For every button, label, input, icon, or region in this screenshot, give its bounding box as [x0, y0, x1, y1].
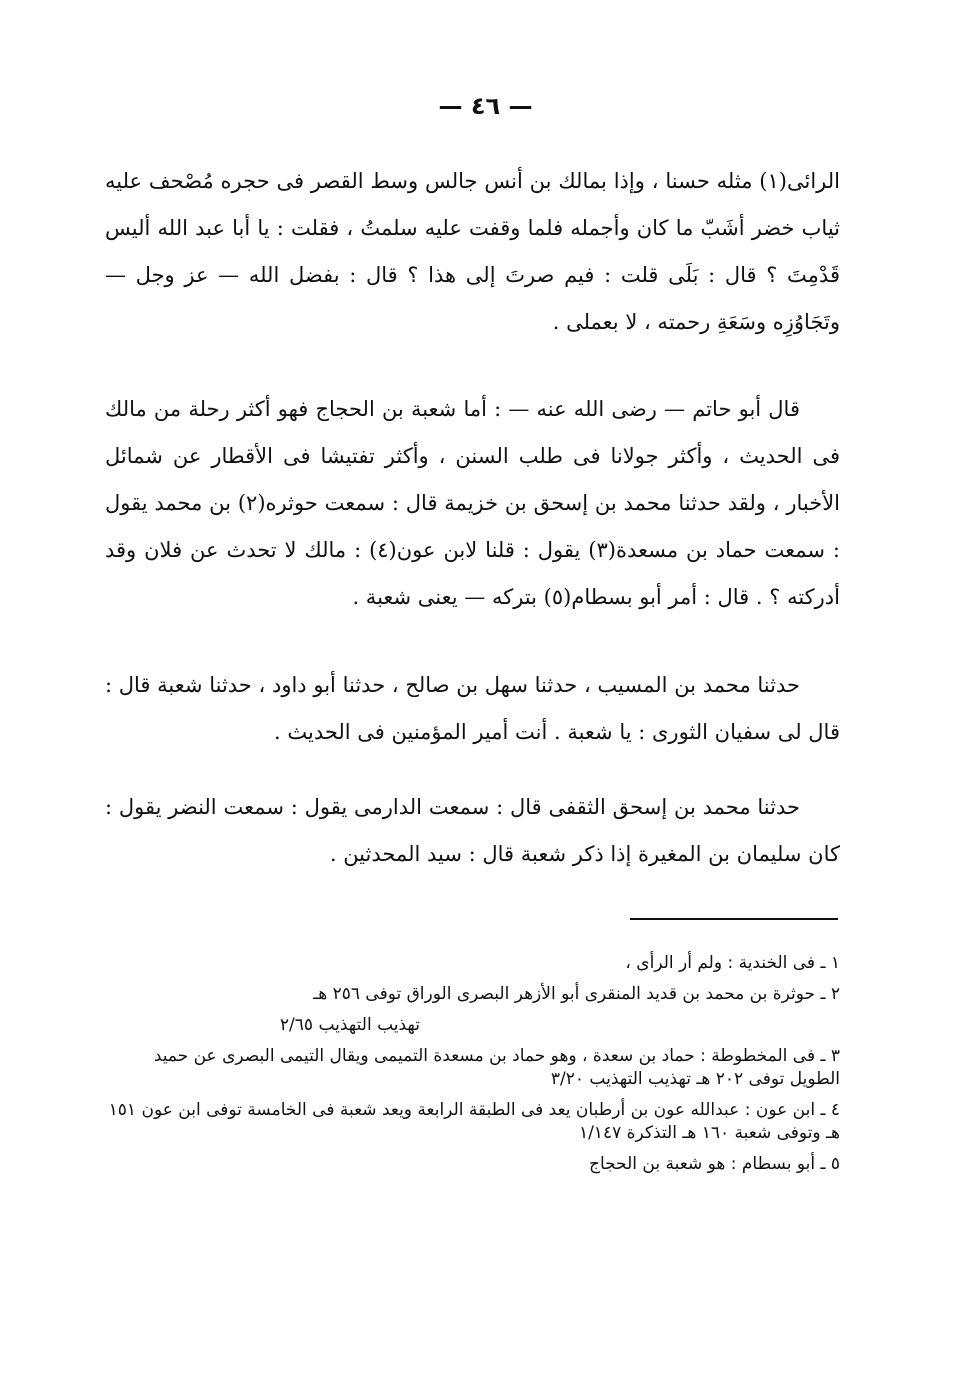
footnote-3: ٣ ـ فى المخطوطة : حماد بن سعدة ، وهو حماد بن مسعدة التميمى ويقال التيمى البصرى عن حميد الطويل توفى ٢٠٢ هـ تهذيب التهذيب ٣/٢٠ — [153, 1046, 840, 1089]
paragraph-1: الرائى(١) مثله حسنا ، وإذا بمالك بن أنس جالس وسط القصر فى حجره مُصْحف عليه ثياب خضر أشَبّ ما كان وأجمله فلما وقفت عليه سلمتُ ، فقلت : يا أبا عبد الله أليس قَدْمِتَ ؟ قال : بَلَى قلت : فيم صرتَ إلى هذا ؟ قال : بفضل الله — عز وجل — وتَجَاوُزِه وسَعَةِ رحمته ، لا بعملى . — [105, 169, 840, 334]
page-number: — ٤٦ — — [438, 92, 533, 120]
paragraph-4: حدثنا محمد بن إسحق الثقفى قال : سمعت الدارمى يقول : سمعت النضر يقول : كان سليمان بن المغيرة إذا ذكر شعبة قال : سيد المحدثين . — [105, 795, 840, 866]
footnote-2: ٢ ـ حوثرة بن محمد بن قديد المنقرى أبو الأزهر البصرى الوراق توفى ٢٥٦ هـ — [313, 984, 840, 1004]
footnote-4: ٤ ـ ابن عون : عبدالله عون بن أرطبان يعد فى الطبقة الرابعة ويعد شعبة فى الخامسة توفى ابن عون ١٥١ هـ وتوفى شعبة ١٦٠ هـ التذكرة ١/١٤٧ — [108, 1100, 840, 1143]
footnote-5: ٥ ـ أبو بسطام : هو شعبة بن الحجاج — [589, 1154, 840, 1174]
footnotes — [105, 952, 840, 1184]
footnote-1: ١ ـ فى الخندية : ولم أر الرأى ، — [625, 953, 840, 973]
footnote-2-reference: تهذيب التهذيب ٢/٦٥ — [279, 1015, 420, 1035]
footnote-divider — [630, 918, 838, 920]
paragraph-2: قال أبو حاتم — رضى الله عنه — : أما شعبة بن الحجاج فهو أكثر رحلة من مالك فى الحديث ، وأكثر جولانا فى طلب السنن ، وأكثر تفتيشا فى الأقطار عن شمائل الأخبار ، ولقد حدثنا محمد بن إسحق بن خزيمة قال : سمعت حوثره(٢) بن محمد يقول : سمعت حماد بن مسعدة(٣) يقول : قلنا لابن عون(٤) : مالك لا تحدث عن فلان وقد أدركته ؟ . قال : أمر أبو بسطام(٥) بتركه — يعنى شعبة . — [105, 397, 841, 609]
paragraph-3: حدثنا محمد بن المسيب ، حدثنا سهل بن صالح ، حدثنا أبو داود ، حدثنا شعبة قال : قال لى سفيان الثورى : يا شعبة . أنت أمير المؤمنين فى الحديث . — [105, 673, 840, 744]
